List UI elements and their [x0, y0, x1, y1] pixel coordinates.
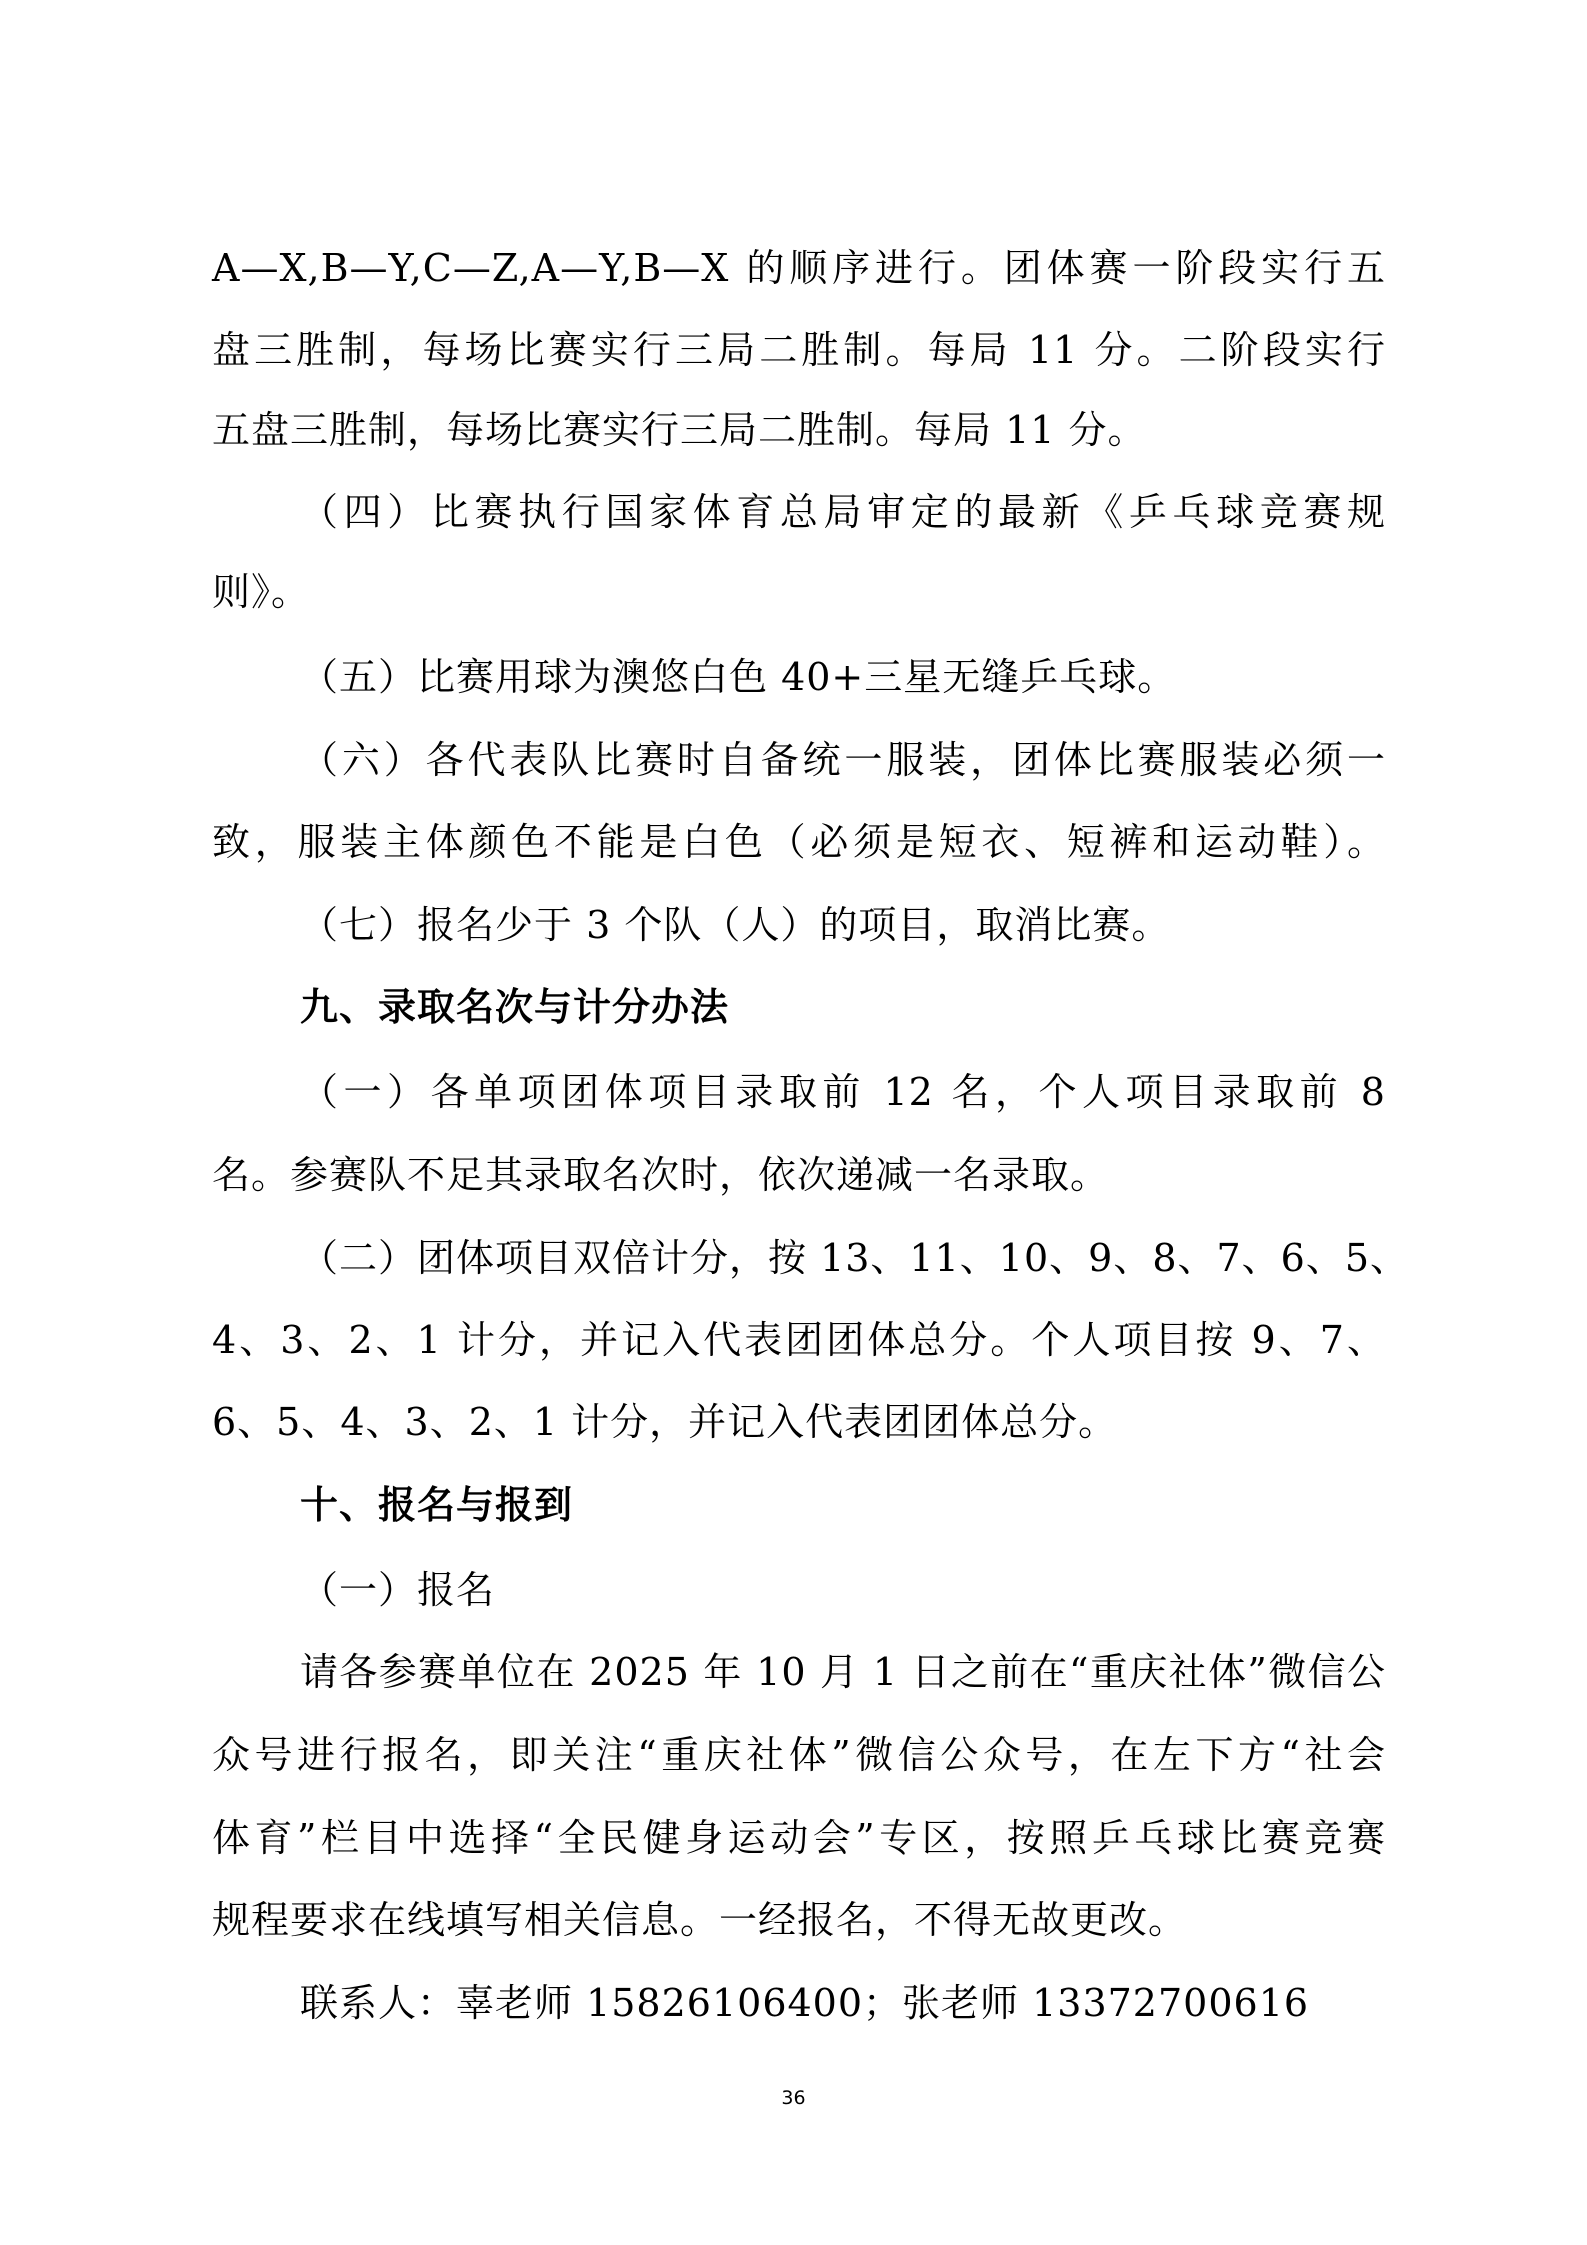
text-line: 名。参赛队不足其录取名次时，依次递减一名录取。 [212, 1153, 1110, 1197]
text-line: （二）团体项目双倍计分，按 13、11、10、9、8、7、6、5、 [300, 1236, 1410, 1280]
text-line: A—X,B—Y,C—Z,A—Y,B—X 的顺序进行。团体赛一阶段实行五 [212, 246, 1386, 290]
text-line: 请各参赛单位在 2025 年 10 月 1 日之前在“重庆社体”微信公 [300, 1650, 1386, 1694]
section-heading-10: 十、报名与报到 [300, 1483, 574, 1527]
text-line: 盘三胜制，每场比赛实行三局二胜制。每局 11 分。二阶段实行 [212, 328, 1386, 372]
contact-line: 联系人：辜老师 15826106400；张老师 13372700616 [300, 1981, 1310, 2025]
text-line: 致，服装主体颜色不能是白色（必须是短衣、短裤和运动鞋）。 [212, 820, 1386, 864]
text-line: （四）比赛执行国家体育总局审定的最新《乒乓球竞赛规 [300, 490, 1386, 534]
text-line: （六）各代表队比赛时自备统一服装，团体比赛服装必须一 [300, 738, 1386, 782]
text-line: （五）比赛用球为澳悠白色 40+三星无缝乒乓球。 [300, 655, 1177, 699]
text-line: 则》。 [212, 570, 311, 614]
text-line: （七）报名少于 3 个队（人）的项目，取消比赛。 [300, 903, 1171, 947]
text-line: 众号进行报名，即关注“重庆社体”微信公众号，在左下方“社会 [212, 1733, 1386, 1777]
subsection-heading: （一）报名 [300, 1568, 496, 1612]
text-line: 体育”栏目中选择“全民健身运动会”专区，按照乒乓球比赛竞赛 [212, 1816, 1386, 1860]
text-line: 4、3、2、1 计分，并记入代表团团体总分。个人项目按 9、7、 [212, 1318, 1386, 1362]
section-heading-9: 九、录取名次与计分办法 [300, 985, 730, 1029]
page-number: 36 [781, 2087, 806, 2109]
text-line: 五盘三胜制，每场比赛实行三局二胜制。每局 11 分。 [212, 408, 1147, 452]
text-line: 规程要求在线填写相关信息。一经报名，不得无故更改。 [212, 1898, 1188, 1942]
text-line: （一）各单项团体项目录取前 12 名，个人项目录取前 8 [300, 1070, 1386, 1114]
text-line: 6、5、4、3、2、1 计分，并记入代表团团体总分。 [212, 1400, 1118, 1444]
